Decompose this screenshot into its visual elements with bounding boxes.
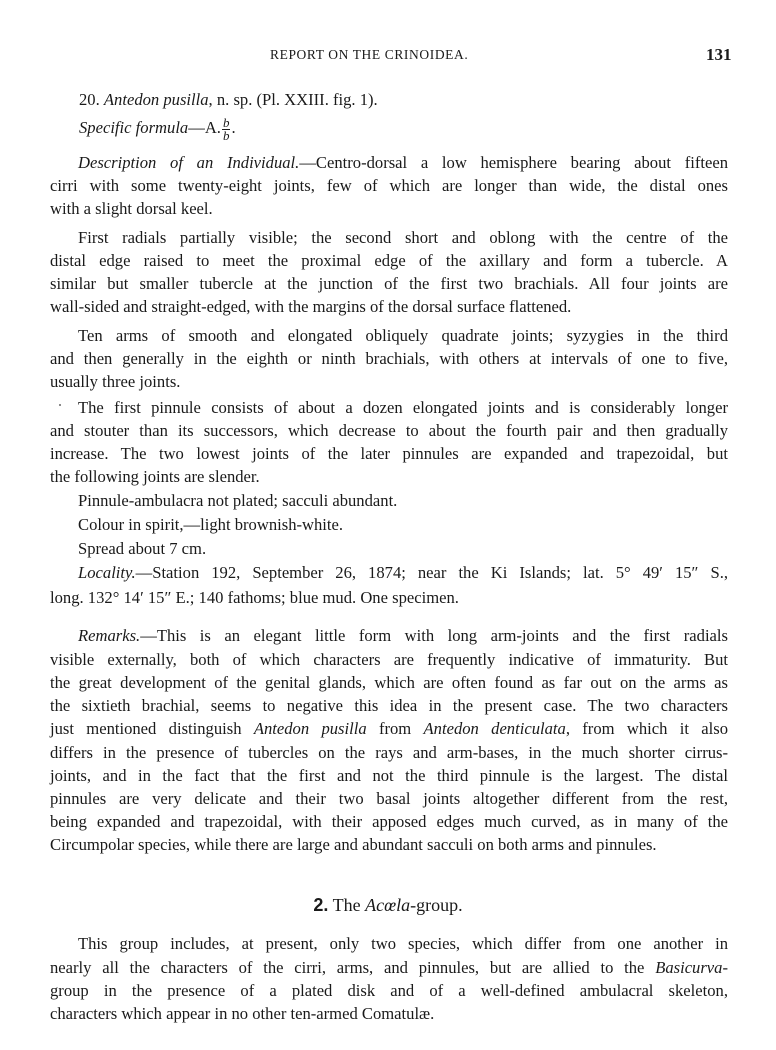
remarks-line: being expanded and trapezoidal, with their apposed edges much curved, as in many of the — [50, 812, 728, 831]
description-line: distal edge raised to meet the proximal edge of the axillary and form a tubercle. A — [50, 251, 728, 270]
section-body-line: group in the presence of a plated disk and of a well-defined ambulacral skeleton, — [50, 981, 728, 1000]
description-line: Ten arms of smooth and elongated obliquely quadrate joints; syzygies in the third — [78, 326, 728, 345]
remarks-line: Circumpolar species, while there are large and abundant sacculi on both arms and pinnules. — [50, 835, 657, 854]
section-number: 2. — [313, 895, 329, 915]
description-line: increase. The two lowest joints of the later pinnules are expanded and trapezoidal, but — [50, 444, 728, 463]
remarks-line: differs in the presence of tubercles on the rays and arm-bases, in the much shorter cirrus- — [50, 743, 728, 762]
remarks-line — [78, 624, 728, 647]
text-span: —Station 192, September 26, 1874; near the Ki Islands; lat. 5° 49′ 15″ S., — [135, 563, 728, 582]
species-name: Antedon pusilla — [103, 90, 209, 109]
formula-fraction — [222, 114, 231, 143]
section-heading — [0, 893, 776, 917]
species-suffix: , n. sp. (Pl. XXIII. fig. 1). — [208, 90, 378, 109]
description-line: First radials partially visible; the second short and oblong with the centre of the — [78, 228, 728, 247]
remarks-line: visible externally, both of which characters are frequently indicative of immaturity. But — [50, 650, 728, 669]
description-line: wall-sided and straight-edged, with the margins of the dorsal surface flattened. — [50, 297, 572, 316]
description-label: Description of an Individual. — [78, 153, 300, 172]
formula-numerator: b — [222, 114, 230, 130]
formula-label: Specific formula — [79, 118, 189, 137]
description-line: usually three joints. — [50, 372, 181, 391]
remarks-line: pinnules are very delicate and their two basal joints altogether different from the rest, — [50, 789, 728, 808]
remarks-line: the great development of the genital glands, which are often found as far out on the arms as — [50, 673, 728, 692]
description-line: Spread about 7 cm. — [78, 539, 207, 558]
description-line: Colour in spirit,—light brownish-white. — [78, 515, 344, 534]
text-span: just mentioned distinguish — [50, 719, 254, 738]
text-span: nearly all the characters of the cirri, arms, and pinnules, but are allied to the — [50, 958, 656, 977]
formula-dash: —A. — [188, 118, 221, 137]
locality-line: long. 132° 14′ 15″ E.; 140 fathoms; blue mud. One specimen. — [50, 588, 459, 607]
description-line: similar but smaller tubercle at the junction of the first two brachials. All four joints are — [50, 274, 728, 293]
locality-label: Locality. — [78, 563, 136, 582]
group-name: Acœla — [365, 895, 411, 915]
description-line — [78, 151, 728, 174]
running-header — [0, 47, 776, 67]
description-line: with a slight dorsal keel. — [50, 199, 213, 218]
group-name-basicurva: Basicurva- — [655, 958, 728, 977]
description-line: cirri with some twenty-eight joints, few of which are longer than wide, the distal ones — [50, 176, 728, 195]
description-line: and stouter than its successors, which decrease to about the fourth pair and then gradually — [50, 421, 728, 440]
remarks-label: Remarks. — [78, 626, 141, 645]
species-number: 20. — [79, 90, 100, 109]
remarks-line — [50, 717, 728, 740]
text-span: from — [366, 719, 424, 738]
section-body-line: characters which appear in no other ten-armed Comatulæ. — [50, 1004, 435, 1023]
text-span: -group. — [410, 895, 463, 915]
text-span: , from which it also — [565, 719, 728, 738]
specific-formula — [79, 114, 729, 143]
formula-end: . — [231, 118, 236, 137]
description-line: and then generally in the eighth or ninth brachials, with others at intervals of one to five, — [50, 349, 728, 368]
formula-denominator: b — [222, 127, 230, 143]
remarks-line: joints, and in the fact that the first and not the third pinnule is the largest. The distal — [50, 766, 728, 785]
species-name-denticulata: Antedon denticulata — [423, 719, 566, 738]
print-speck — [59, 404, 61, 406]
description-line: the following joints are slender. — [50, 467, 260, 486]
section-body-line: This group includes, at present, only two species, which differ from one another in — [78, 934, 728, 953]
section-body-line — [50, 956, 728, 979]
running-title: REPORT ON THE CRINOIDEA. — [270, 47, 469, 62]
description-line: The first pinnule consists of about a dozen elongated joints and is considerably longer — [78, 398, 728, 417]
page-number: 131 — [706, 45, 732, 64]
species-heading — [79, 88, 729, 111]
remarks-line: the sixtieth brachial, seems to negative this idea in the present case. The two characters — [50, 696, 728, 715]
text-span: The — [328, 895, 366, 915]
text-span: —This is an elegant little form with long arm-joints and the first radials — [140, 626, 728, 645]
species-name-pusilla: Antedon pusilla — [253, 719, 367, 738]
description-line: Pinnule-ambulacra not plated; sacculi abundant. — [78, 491, 398, 510]
locality-line — [78, 561, 728, 584]
text-span: —Centro-dorsal a low hemisphere bearing about fifteen — [299, 153, 729, 172]
